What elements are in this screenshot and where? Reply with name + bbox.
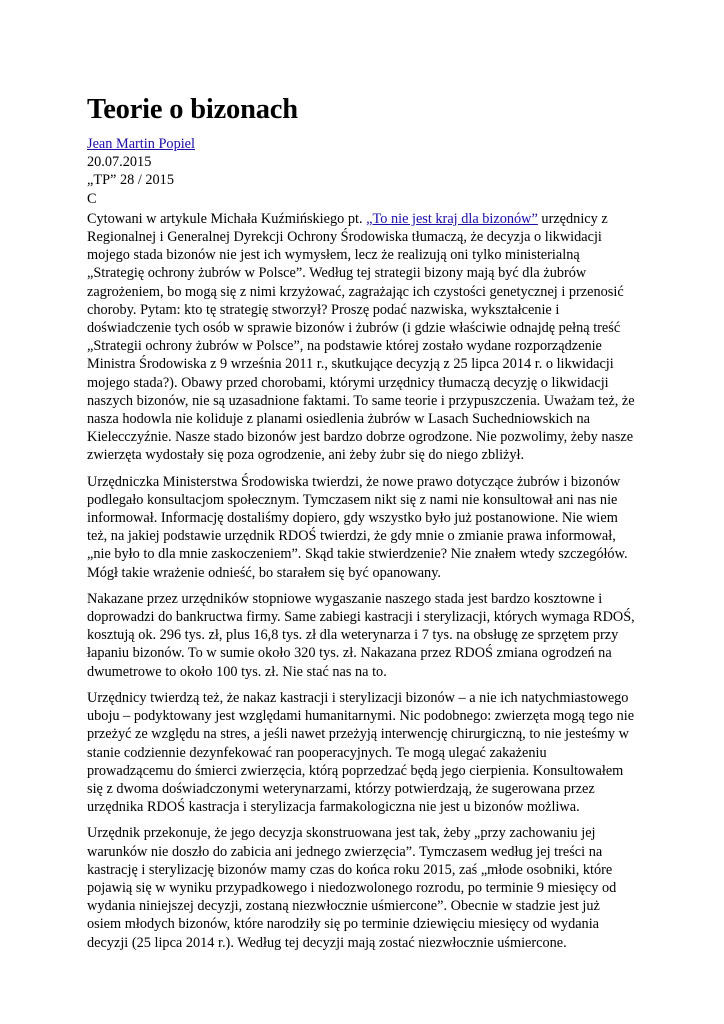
article-issue: „TP” 28 / 2015: [87, 172, 174, 189]
paragraph-4: Urzędnicy twierdzą też, że nakaz kastracji i sterylizacji bizonów – a nie ich natychmiastowego uboju – podyktowany jest względami humanitarnymi. Nic podobnego: zwierzęta mogą tego nie przeżyć ze względu na stres, a jeśli nawet przeżyją interwencję chirurgiczną, to nie jesteśmy w stanie codziennie dezynfekować ran pooperacyjnych. Te mogą ulegać zakażeniu prowadzącemu do śmierci zwierzęcia, którą poprzedzać będą jego cierpienia. Konsultowałem się z dwoma doświadczonymi weterynarzami, którzy potwierdzają, że sugerowana przez urzędnika RDOŚ kastracja i sterylizacja farmakologiczna nie jest u bizonów możliwa.: [87, 689, 635, 816]
paragraph-3: Nakazane przez urzędników stopniowe wygaszanie naszego stada jest bardzo kosztowne i doprowadzi do bankructwa firmy. Same zabiegi kastracji i sterylizacji, których wymaga RDOŚ, kosztują ok. 296 tys. zł, plus 16,8 tys. zł dla weterynarza i 7 tys. na obsługę ze sprzętem przy łapaniu bizonów. To w sumie około 320 tys. zł. Nakazana przez RDOŚ zmiana ogrodzeń na dwumetrowe to około 100 tys. zł. Nie stać nas na to.: [87, 590, 635, 680]
article-date: 20.07.2015: [87, 154, 152, 171]
paragraph-2: Urzędniczka Ministerstwa Środowiska twierdzi, że nowe prawo dotyczące żubrów i bizonów podlegało konsultacjom społecznym. Tymczasem nikt się z nami nie konsultował ani nas nie informował. Informację dostaliśmy dopiero, gdy wszystko było już postanowione. Nie wiem też, na jakiej podstawie urzędnik RDOŚ twierdzi, że gdy mnie o zmianie prawa informował, „nie było to dla mnie zaskoczeniem”. Skąd takie stwierdzenie? Nie znałem wtedy szczegółów. Mógł takie wrażenie odnieść, bo starałem się być opanowany.: [87, 473, 628, 581]
article-section: C: [87, 190, 97, 207]
paragraph-1: [87, 210, 635, 465]
article-title: Teorie o bizonach: [87, 94, 298, 125]
author-link[interactable]: Jean Martin Popiel: [87, 136, 196, 152]
referenced-article-link[interactable]: „To nie jest kraj dla bizonów”: [366, 210, 538, 227]
paragraph-1-start: Cytowani w artykule Michała Kuźmińskiego pt.: [87, 210, 367, 227]
article-meta: [87, 135, 635, 208]
article: [87, 93, 635, 960]
paragraph-1-rest: urzędnicy z Regionalnej i Generalnej Dyrekcji Ochrony Środowiska tłumaczą, że decyzja o likwidacji mojego stada bizonów nie jest ich wymysłem, lecz że realizują oni tylko ministerialną „Strategię ochrony żubrów w Polsce”. Według tej strategii bizony mają być dla żubrów zagrożeniem, bo mogą się z nimi krzyżować, zagrażając ich czystości genetycznej i przenosić choroby. Pytam: kto tę strategię stworzył? Proszę podać nazwiska, wykształcenie i doświadczenie tych osób w sprawie bizonów i żubrów (i gdzie właściwie odnajdę pełną treść „Strategii ochrony żubrów w Polsce”, na podstawie której zostało wydane rozporządzenie Ministra Środowiska z 9 września 2011 r., skutkujące decyzją z 25 lipca 2014 r. o likwidacji mojego stada?). Obawy przed chorobami, którymi urzędnicy tłumaczą decyzję o likwidacji naszych bizonów, nie są uzasadnione faktami. To same teorie i przypuszczenia. Uważam też, że nasza hodowla nie koliduje z planami osiedlenia żubrów w Lasach Suchedniowskich na Kielecczyźnie. Nasze stado bizonów jest bardzo dobrze ogrodzone. Nie pozwolimy, żeby nasze zwierzęta wydostały się poza ogrodzenie, ani żeby żubr się do niego zbliżył.: [87, 210, 635, 464]
paragraph-5: Urzędnik przekonuje, że jego decyzja skonstruowana jest tak, żeby „przy zachowaniu jej warunków nie doszło do zabicia ani jednego zwierzęcia”. Tymczasem według jej treści na kastrację i sterylizację bizonów mamy czas do końca roku 2015, zaś „młode osobniki, które pojawią się w wyniku przypadkowego i niedozwolonego rozrodu, po terminie 9 miesięcy od wydania niniejszej decyzji, zostaną niezwłocznie uśmiercone”. Obecnie w stadzie jest już osiem młodych bizonów, które narodziły się po terminie dziewięciu miesięcy od wydania decyzji (25 lipca 2014 r.). Według tej decyzji mają zostać niezwłocznie uśmiercone.: [87, 825, 617, 951]
